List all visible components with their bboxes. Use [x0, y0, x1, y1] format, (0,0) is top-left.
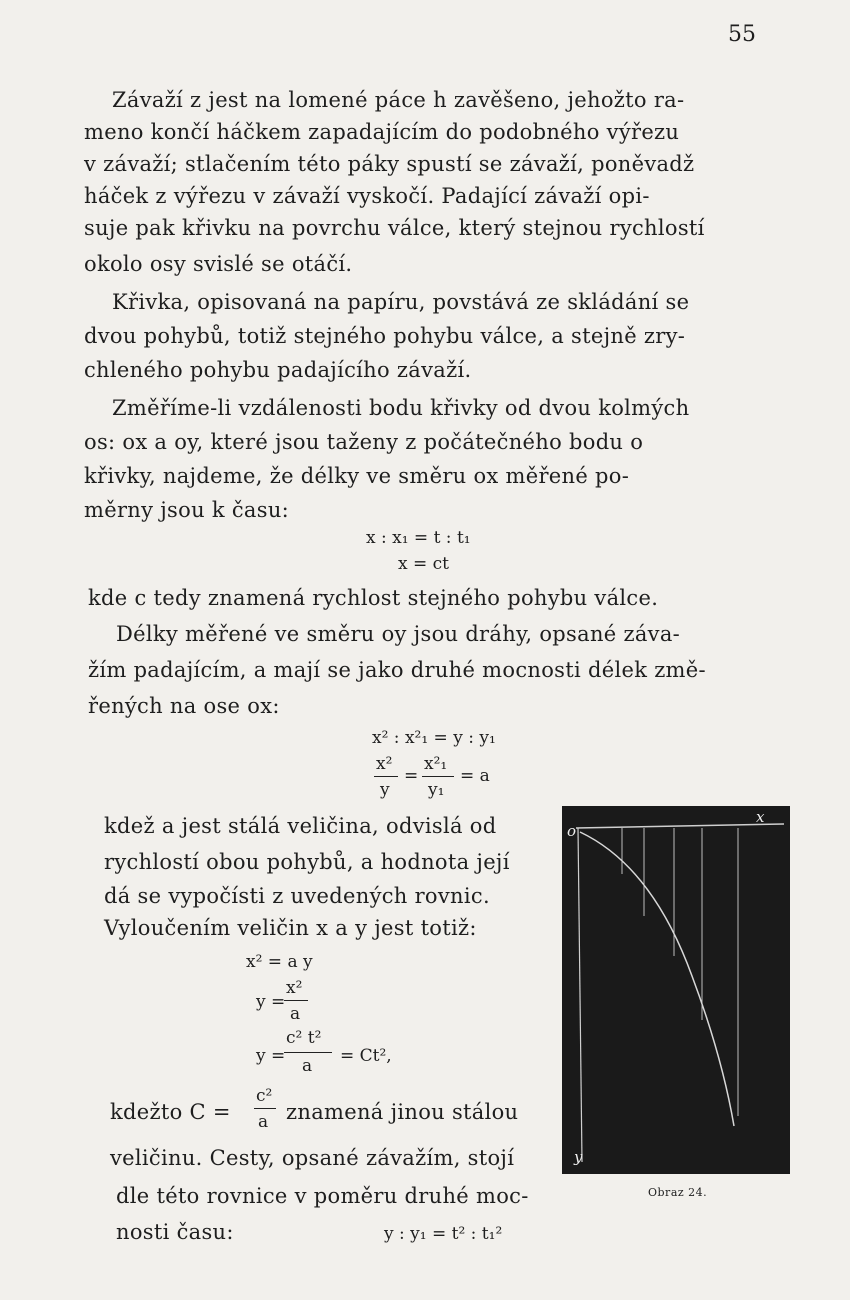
para1-line: Závaží z jest na lomené páce h zavěšeno, jehožto ra-	[112, 88, 685, 112]
y-axis	[578, 828, 582, 1162]
para1-line: suje pak křivku na povrchu válce, který stejnou rychlostí	[84, 216, 705, 240]
fraction-denominator: a	[290, 1004, 301, 1024]
fraction-numerator: x²	[376, 754, 393, 774]
equation-rhs: = Ct²,	[340, 1046, 392, 1066]
figure-caption: Obraz 24.	[648, 1186, 708, 1199]
x-axis-label: x	[756, 808, 765, 826]
text-line: kdežto C =	[110, 1100, 231, 1124]
equation: x = ct	[398, 554, 449, 574]
fraction-numerator: c²	[256, 1086, 273, 1106]
para4-line: žím padajícím, a mají se jako druhé mocnosti délek změ-	[88, 658, 706, 682]
para3-line: os: ox a oy, které jsou taženy z počátečného bodu o	[84, 430, 644, 454]
fraction-numerator: c² t²	[286, 1028, 322, 1048]
text-line: znamená jinou stálou	[286, 1100, 519, 1124]
fraction-denominator: y₁	[428, 780, 445, 800]
figure-24	[562, 806, 790, 1174]
equation: y : y₁ = t² : t₁²	[384, 1224, 503, 1244]
equals-sign: =	[404, 766, 419, 786]
para3-line: měrny jsou k času:	[84, 498, 290, 522]
x-axis	[576, 824, 784, 828]
trajectory-plot	[562, 806, 790, 1174]
para4-line: řených na ose ox:	[88, 694, 280, 718]
para2-line: Křivka, opisovaná na papíru, povstává ze skládání se	[112, 290, 690, 314]
para5-line: dá se vypočísti z uvedených rovnic.	[104, 884, 490, 908]
equation: x² : x²₁ = y : y₁	[372, 728, 496, 748]
para1-line: okolo osy svislé se otáčí.	[84, 252, 353, 276]
fraction-denominator: a	[302, 1056, 313, 1076]
para5-line: Vyloučením veličin x a y jest totiž:	[104, 916, 477, 940]
fraction-denominator: y	[380, 780, 390, 800]
equation-lhs: y =	[256, 1046, 286, 1066]
fraction-denominator: a	[258, 1112, 269, 1132]
parabola-curve	[580, 832, 734, 1126]
fraction-numerator: x²₁	[424, 754, 448, 774]
para1-line: v závaží; stlačením této páky spustí se závaží, poněvadž	[84, 152, 695, 176]
para1-line: meno končí háčkem zapadajícím do podobného výřezu	[84, 120, 680, 144]
para3-line: Změříme-li vzdálenosti bodu křivky od dvou kolmých	[112, 396, 690, 420]
para6-line: veličinu. Cesty, opsané závažím, stojí	[110, 1146, 515, 1170]
para3-line: křivky, najdeme, že délky ve směru ox měřené po-	[84, 464, 630, 488]
equation: x : x₁ = t : t₁	[366, 528, 471, 548]
para5-line: kdež a jest stálá veličina, odvislá od	[104, 814, 497, 838]
equation-lhs: y =	[256, 992, 286, 1012]
para2-line: chleného pohybu padajícího závaží.	[84, 358, 472, 382]
para4-line: Délky měřené ve směru oy jsou dráhy, opsané záva-	[116, 622, 681, 646]
para6-line: nosti času:	[116, 1220, 234, 1244]
para1-line: háček z výřezu v závaží vyskočí. Padající závaží opi-	[84, 184, 650, 208]
para6-line: dle této rovnice v poměru druhé moc-	[116, 1184, 529, 1208]
fraction-numerator: x²	[286, 978, 303, 998]
equation: x² = a y	[246, 952, 313, 972]
para2-line: dvou pohybů, totiž stejného pohybu válce, a stejně zry-	[84, 324, 686, 348]
equation-rhs: = a	[460, 766, 490, 786]
y-axis-label: y	[574, 1148, 583, 1166]
para5-line: rychlostí obou pohybů, a hodnota její	[104, 850, 510, 874]
page-number: 55	[728, 22, 756, 47]
text-line: kde c tedy znamená rychlost stejného pohybu válce.	[88, 586, 659, 610]
origin-label: o	[567, 822, 577, 840]
